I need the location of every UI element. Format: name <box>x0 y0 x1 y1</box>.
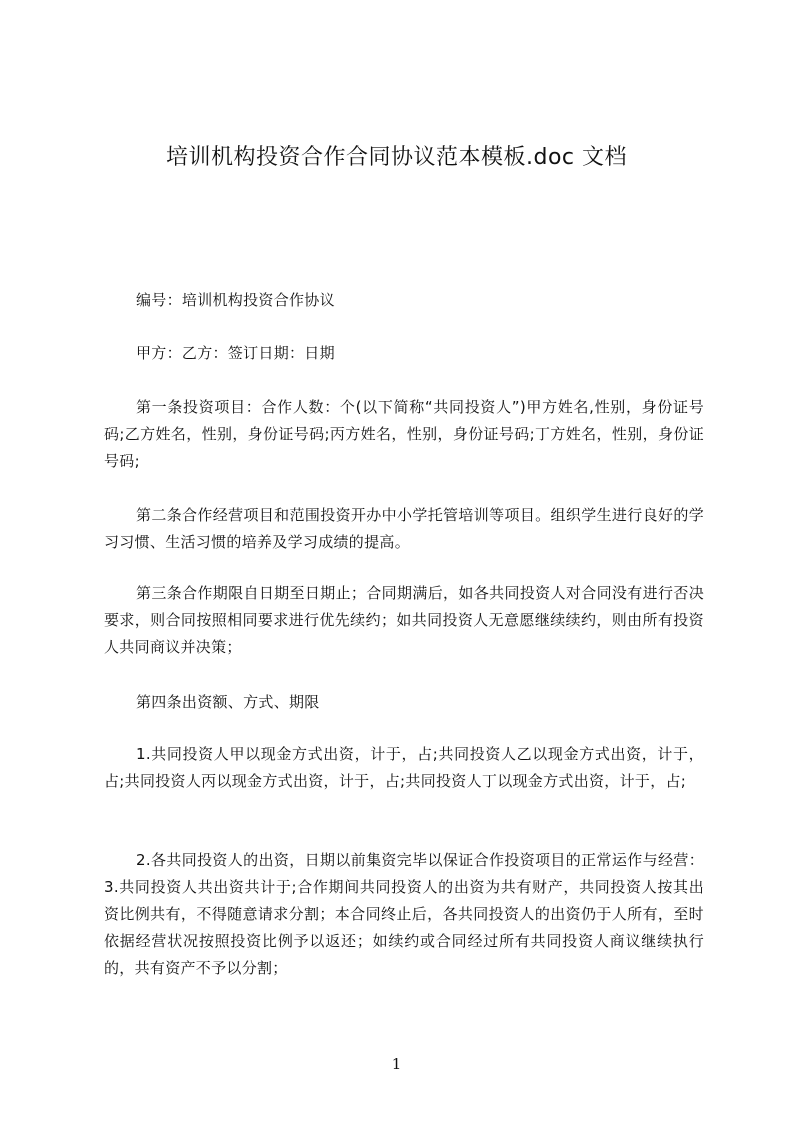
paragraph-article-2: 第二条合作经营项目和范围投资开办中小学托管培训等项目。组织学生进行良好的学习习惯、生活习惯的培养及学习成绩的提高。 <box>104 506 704 551</box>
paragraph-article-3: 第三条合作期限自日期至日期止；合同期满后，如各共同投资人对合同没有进行否决要求，则合同按照相同要求进行优先续约；如共同投资人无意愿继续续约，则由所有投资人共同商议并决策； <box>104 584 704 656</box>
paragraph-article-4: 第四条出资额、方式、期限 <box>136 693 320 711</box>
paragraph-parties: 甲方：乙方：签订日期：日期 <box>136 344 335 362</box>
document-title: 培训机构投资合作合同协议范本模板.doc 文档 <box>165 145 627 170</box>
page-number: 1 <box>391 1055 402 1073</box>
paragraph-number: 编号：培训机构投资合作协议 <box>136 291 335 309</box>
paragraph-item-2: 2.各共同投资人的出资，日期以前集资完毕以保证合作投资项目的正常运作与经营：3.共同投资人共出资共计于;合作期间共同投资人的出资为共有财产，共同投资人按其出资比例共有，不得随意请求分割；本合同终止后，各共同投资人的出资仍于人所有，至时依据经营状况按照投资比例予以返还；如续约或合同经过所有共同投资人商议继续执行的，共有资产不予以分割； <box>104 851 704 977</box>
paragraph-item-1: 1.共同投资人甲以现金方式出资，计于，占;共同投资人乙以现金方式出资，计于，占;共同投资人丙以现金方式出资，计于，占;共同投资人丁以现金方式出资，计于，占; <box>104 745 704 790</box>
paragraph-article-1: 第一条投资项目：合作人数：个(以下简称“共同投资人”)甲方姓名,性别，身份证号码;乙方姓名，性别，身份证号码;丙方姓名，性别，身份证号码;丁方姓名，性别，身份证号码; <box>104 398 704 470</box>
